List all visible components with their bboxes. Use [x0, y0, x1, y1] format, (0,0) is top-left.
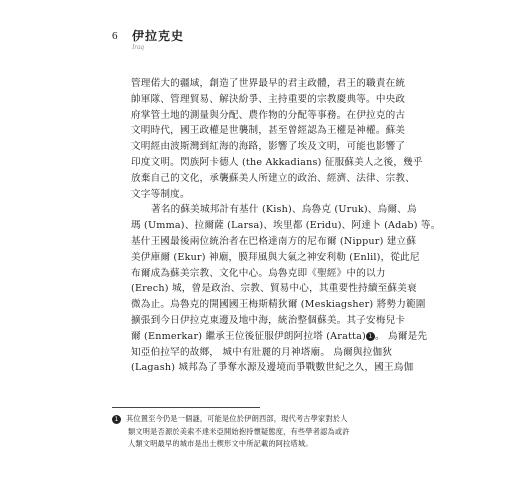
footnote-divider: [112, 407, 260, 408]
footnote-marker: 1: [112, 415, 121, 424]
body-line: 美伊庫爾 (Ekur) 神廟，膜拜風與大氣之神安利勒 (Enlil)，從此尼: [131, 251, 420, 263]
body-line-text: 爾 (Enmerkar) 繼承王位後征服伊朗阿拉塔 (Aratta): [131, 330, 366, 342]
footnote-line: [112, 413, 402, 426]
footnote-line: 人類文明最早的城市是出土楔形文中所記載的阿拉塔城。: [128, 439, 313, 448]
body-line-tail: 。 烏爾是先: [374, 330, 428, 342]
body-line: 布爾成為蘇美宗教、文化中心。烏魯克即《聖經》中的以力: [131, 267, 386, 279]
page-number: 6: [112, 30, 118, 42]
body-line: 瑪 (Umma)、拉爾薩 (Larsa)、埃里都 (Eridu)、阿達卜 (Adab) 等。: [131, 220, 441, 232]
book-subtitle: Iraq: [132, 43, 145, 51]
book-title: 伊拉克史: [132, 29, 185, 43]
body-line: 文字等制度。: [131, 188, 190, 200]
footnote-reference-marker: 1: [366, 332, 375, 341]
body-line: 文明時代，國王政權是世襲制，甚至曾經認為王權是神權。蘇美: [131, 125, 406, 137]
body-line: 放棄自己的文化，承襲蘇美人所建立的政治、經濟、法律、宗教、: [131, 172, 416, 184]
body-line: 帥軍隊、管理貿易、解決紛爭、主持重要的宗教慶典等。中央政: [131, 93, 406, 105]
body-line: 擴張到今日伊拉克東邊及地中海，統治整個蘇美。其子安梅兒卡: [131, 314, 406, 326]
body-line: 管理偌大的疆域，創造了世界最早的君主政體，君王的職責在統: [131, 78, 406, 89]
body-line: 知亞伯拉罕的故鄉， 城中有壯麗的月神塔廟。 烏爾與拉伽狄: [131, 346, 393, 358]
body-text: [131, 76, 441, 376]
body-line: 印度文明。閃族阿卡德人 (the Akkadians) 征服蘇美人之後，幾乎: [131, 156, 423, 168]
body-line: 文明經由波斯灣到紅海的海路，影響了埃及文明，可能也影響了: [131, 141, 406, 153]
footnote-line: 類文明是否源於美索不達米亞開始抱持懷疑態度，有些學者認為或許: [128, 426, 350, 436]
body-line: 基什王國最後兩位統治者在巴格達南方的尼布爾 (Nippur) 建立蘇: [131, 235, 417, 247]
body-line: 府掌管土地的測量與分配、農作物的分配等事務。在伊拉克的古: [131, 109, 406, 121]
body-line: (Lagash) 城邦為了爭奪水源及邊境而爭戰數世紀之久，國王烏伽: [131, 362, 414, 374]
body-line: 著名的蘇美城邦計有基什 (Kish)、烏魯克 (Uruk)、烏爾、烏: [151, 204, 417, 216]
body-line: (Erech) 城，曾是政治、宗教、貿易中心，其重要性持續至蘇美衰: [131, 283, 417, 295]
footnote: [112, 413, 402, 451]
body-line: [131, 329, 428, 345]
footnote-text: 其位置至今仍是一個謎，可能是位於伊朗西部，現代考古學家對於人: [125, 414, 348, 423]
body-line: 微為止。烏魯克的開國國王梅斯精狄爾 (Meskiagsher) 將勢力範圍: [131, 299, 426, 311]
